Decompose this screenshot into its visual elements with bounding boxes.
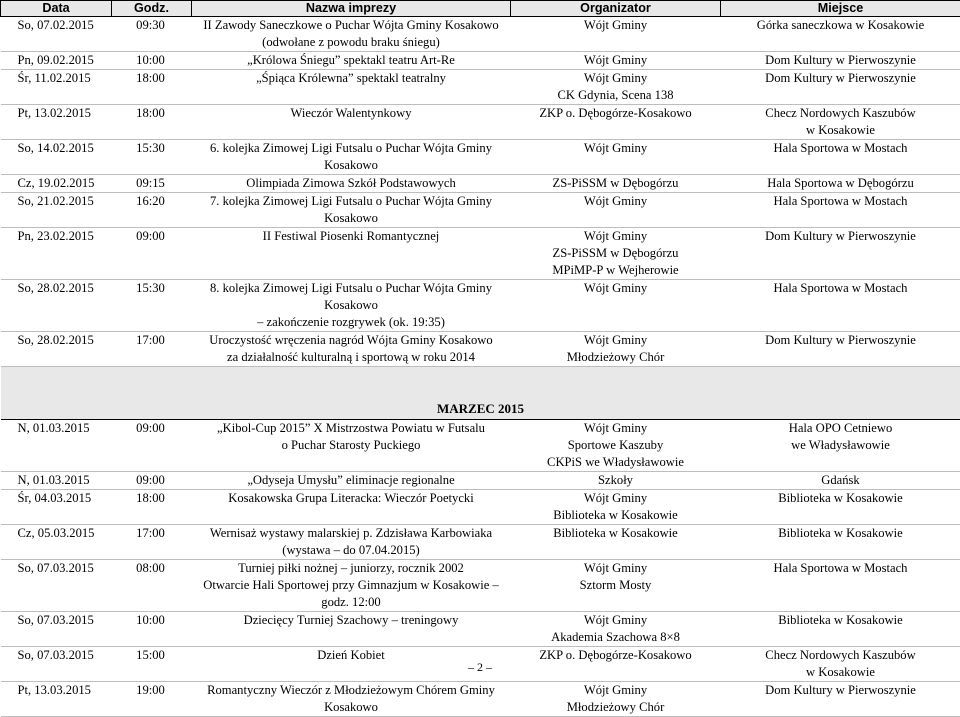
cell-organizer: Wójt Gminy [511, 140, 721, 175]
header-organizer: Organizator [511, 1, 721, 17]
header-date: Data [1, 1, 112, 17]
cell-time: 17:00 [112, 525, 192, 560]
table-row [1, 70, 960, 105]
cell-time: 09:30 [112, 17, 192, 52]
cell-organizer: Wójt Gminy Akademia Szachowa 8×8 [511, 612, 721, 647]
cell-place: Gdańsk [721, 472, 960, 490]
cell-organizer: Wójt Gminy Sztorm Mosty [511, 560, 721, 612]
cell-event-name: „Odyseja Umysłu” eliminacje regionalne [192, 472, 511, 490]
table-row [1, 17, 960, 52]
cell-time: 09:00 [112, 472, 192, 490]
cell-place: Hala Sportowa w Mostach [721, 280, 960, 332]
header-time: Godz. [112, 1, 192, 17]
cell-organizer: Wójt Gminy [511, 17, 721, 52]
cell-event-name: „Królowa Śniegu” spektakl teatru Art-Re [192, 52, 511, 70]
cell-event-name: „Kibol-Cup 2015” X Mistrzostwa Powiatu w Futsalu o Puchar Starosty Puckiego [192, 420, 511, 472]
cell-event-name: Romantyczny Wieczór z Młodzieżowym Chórem Gminy Kosakowo [192, 682, 511, 717]
cell-event-name: II Festiwal Piosenki Romantycznej [192, 228, 511, 280]
header-event-name: Nazwa imprezy [192, 1, 511, 17]
cell-time: 15:30 [112, 280, 192, 332]
table-row [1, 175, 960, 193]
table-row [1, 193, 960, 228]
table-row [1, 52, 960, 70]
february-rows [1, 17, 960, 367]
cell-time: 16:20 [112, 193, 192, 228]
cell-time: 18:00 [112, 70, 192, 105]
cell-organizer: Wójt Gminy [511, 193, 721, 228]
cell-date: So, 07.03.2015 [1, 560, 112, 612]
cell-date: So, 07.02.2015 [1, 17, 112, 52]
cell-organizer: ZKP o. Dębogórze-Kosakowo [511, 105, 721, 140]
table-row [1, 332, 960, 367]
cell-time: 17:00 [112, 332, 192, 367]
cell-date: Śr, 11.02.2015 [1, 70, 112, 105]
cell-date: N, 01.03.2015 [1, 472, 112, 490]
cell-time: 15:30 [112, 140, 192, 175]
cell-time: 18:00 [112, 490, 192, 525]
cell-date: Cz, 05.03.2015 [1, 525, 112, 560]
cell-organizer: Wójt Gminy CK Gdynia, Scena 138 [511, 70, 721, 105]
table-row [1, 140, 960, 175]
table-row [1, 560, 960, 612]
cell-place: Biblioteka w Kosakowie [721, 490, 960, 525]
cell-event-name: Uroczystość wręczenia nagród Wójta Gminy Kosakowo za działalność kulturalną i sportową w roku 2014 [192, 332, 511, 367]
cell-place: Hala OPO Cetniewo we Władysławowie [721, 420, 960, 472]
table-row [1, 105, 960, 140]
cell-date: So, 28.02.2015 [1, 332, 112, 367]
table-row [1, 472, 960, 490]
cell-date: Śr, 04.03.2015 [1, 490, 112, 525]
cell-event-name: 7. kolejka Zimowej Ligi Futsalu o Puchar Wójta Gminy Kosakowo [192, 193, 511, 228]
cell-organizer: Wójt Gminy Młodzieżowy Chór [511, 682, 721, 717]
cell-date: So, 07.03.2015 [1, 647, 112, 682]
cell-organizer: Biblioteka w Kosakowie [511, 525, 721, 560]
cell-place: Hala Sportowa w Mostach [721, 193, 960, 228]
cell-organizer: Wójt Gminy Biblioteka w Kosakowie [511, 490, 721, 525]
cell-time: 10:00 [112, 52, 192, 70]
cell-time: 18:00 [112, 105, 192, 140]
cell-date: Pt, 13.03.2015 [1, 682, 112, 717]
cell-organizer: Szkoły [511, 472, 721, 490]
cell-organizer: ZKP o. Dębogórze-Kosakowo [511, 647, 721, 682]
table-row [1, 280, 960, 332]
cell-place: Dom Kultury w Pierwoszynie [721, 228, 960, 280]
cell-time: 09:00 [112, 228, 192, 280]
cell-event-name: 6. kolejka Zimowej Ligi Futsalu o Puchar Wójta Gminy Kosakowo [192, 140, 511, 175]
cell-event-name: II Zawody Saneczkowe o Puchar Wójta Gminy Kosakowo (odwołane z powodu braku śniegu) [192, 17, 511, 52]
cell-organizer: ZS-PiSSM w Dębogórzu [511, 175, 721, 193]
cell-time: 09:15 [112, 175, 192, 193]
month-row [1, 367, 960, 420]
cell-place: Hala Sportowa w Dębogórzu [721, 175, 960, 193]
cell-date: So, 14.02.2015 [1, 140, 112, 175]
cell-place: Checz Nordowych Kaszubów w Kosakowie [721, 105, 960, 140]
cell-date: Pn, 09.02.2015 [1, 52, 112, 70]
cell-event-name: Turniej piłki nożnej – juniorzy, rocznik 2002 Otwarcie Hali Sportowej przy Gimnazjum w Kosakowie – godz. 12:00 [192, 560, 511, 612]
cell-organizer: Wójt Gminy Sportowe Kaszuby CKPiS we Władysławowie [511, 420, 721, 472]
cell-organizer: Wójt Gminy [511, 52, 721, 70]
cell-date: Cz, 19.02.2015 [1, 175, 112, 193]
cell-event-name: Dzień Kobiet [192, 647, 511, 682]
cell-place: Dom Kultury w Pierwoszynie [721, 52, 960, 70]
cell-time: 10:00 [112, 612, 192, 647]
cell-time: 09:00 [112, 420, 192, 472]
cell-date: Pt, 13.02.2015 [1, 105, 112, 140]
cell-time: 15:00 [112, 647, 192, 682]
cell-date: So, 28.02.2015 [1, 280, 112, 332]
cell-event-name: Dziecięcy Turniej Szachowy – treningowy [192, 612, 511, 647]
cell-event-name: „Śpiąca Królewna” spektakl teatralny [192, 70, 511, 105]
cell-time: 19:00 [112, 682, 192, 717]
cell-place: Dom Kultury w Pierwoszynie [721, 682, 960, 717]
cell-place: Dom Kultury w Pierwoszynie [721, 332, 960, 367]
table-row [1, 228, 960, 280]
cell-date: N, 01.03.2015 [1, 420, 112, 472]
header-place: Miejsce [721, 1, 960, 17]
page-number: – 2 – [0, 660, 960, 675]
cell-organizer: Wójt Gminy [511, 280, 721, 332]
cell-event-name: Wieczór Walentynkowy [192, 105, 511, 140]
table-row [1, 612, 960, 647]
cell-organizer: Wójt Gminy Młodzieżowy Chór [511, 332, 721, 367]
table-row [1, 525, 960, 560]
table-row [1, 682, 960, 717]
header-row [1, 1, 960, 17]
month-label: MARZEC 2015 [1, 367, 960, 420]
cell-event-name: Olimpiada Zimowa Szkół Podstawowych [192, 175, 511, 193]
cell-organizer: Wójt Gminy ZS-PiSSM w Dębogórzu MPiMP-P w Wejherowie [511, 228, 721, 280]
cell-place: Checz Nordowych Kaszubów w Kosakowie [721, 647, 960, 682]
cell-date: Pn, 23.02.2015 [1, 228, 112, 280]
cell-event-name: Kosakowska Grupa Literacka: Wieczór Poetycki [192, 490, 511, 525]
cell-place: Hala Sportowa w Mostach [721, 140, 960, 175]
cell-place: Dom Kultury w Pierwoszynie [721, 70, 960, 105]
cell-date: So, 07.03.2015 [1, 612, 112, 647]
cell-place: Hala Sportowa w Mostach [721, 560, 960, 612]
table-row [1, 490, 960, 525]
cell-time: 08:00 [112, 560, 192, 612]
table-row [1, 420, 960, 472]
cell-event-name: 8. kolejka Zimowej Ligi Futsalu o Puchar Wójta Gminy Kosakowo – zakończenie rozgrywek (ok. 19:35) [192, 280, 511, 332]
cell-event-name: Wernisaż wystawy malarskiej p. Zdzisława Karbowiaka (wystawa – do 07.04.2015) [192, 525, 511, 560]
cell-place: Górka saneczkowa w Kosakowie [721, 17, 960, 52]
cell-place: Biblioteka w Kosakowie [721, 525, 960, 560]
cell-date: So, 21.02.2015 [1, 193, 112, 228]
cell-place: Biblioteka w Kosakowie [721, 612, 960, 647]
